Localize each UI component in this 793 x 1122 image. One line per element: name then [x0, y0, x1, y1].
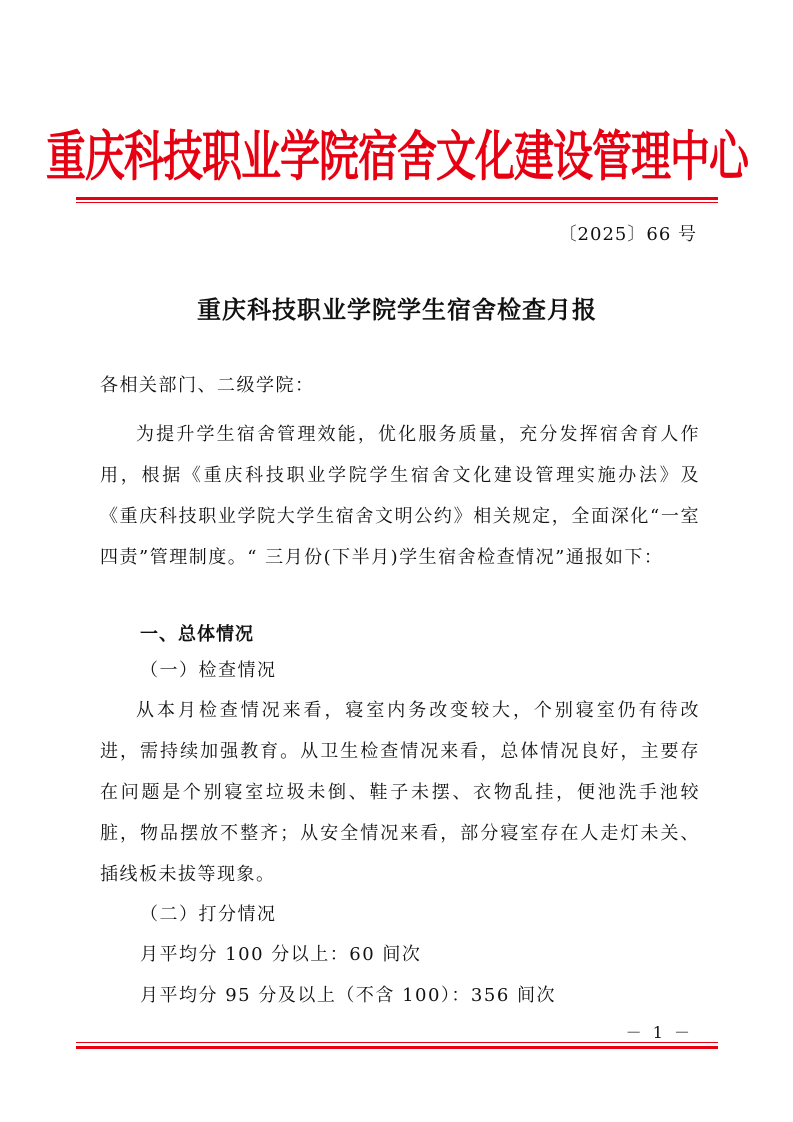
intro-paragraph-text: 为提升学生宿舍管理效能，优化服务质量，充分发挥宿舍育人作用，根据《重庆科技职业学院学生宿舍文化建设管理实施办法》及《重庆科技职业学院大学生宿舍文明公约》相关规定，全面深化“一室四责”管理制度。“ 三月份(下半月)学生宿舍检查情况”通报如下：: [100, 424, 700, 568]
header-rule-thick: [76, 197, 718, 200]
doc-number: 〔2025〕66 号: [558, 224, 697, 245]
header-rule-thin: [76, 202, 718, 203]
addressee: 各相关部门、二级学院：: [100, 375, 315, 396]
subsection-heading-scores: （二）打分情况: [140, 904, 277, 925]
footer-rule-thick: [76, 1046, 718, 1049]
inspection-paragraph: [100, 690, 700, 895]
footer-rule-thin: [76, 1042, 718, 1043]
subsection-heading-inspection: （一）检查情况: [140, 660, 277, 681]
org-name: 重庆科技职业学院宿舍文化建设管理中心: [46, 125, 748, 188]
score-line-100: 月平均分 100 分以上：60 间次: [140, 944, 422, 965]
inspection-paragraph-text: 从本月检查情况来看，寝室内务改变较大，个别寝室仍有待改进，需持续加强教育。从卫生检查情况来看，总体情况良好，主要存在问题是个别寝室垃圾未倒、鞋子未摆、衣物乱挂，便池洗手池较脏，物品摆放不整齐；从安全情况来看，部分寝室存在人走灯未关、插线板未拔等现象。: [100, 700, 700, 885]
score-line-95: 月平均分 95 分及以上（不含 100）：356 间次: [140, 985, 557, 1006]
section-heading: 一、总体情况: [140, 624, 254, 645]
masthead: [46, 112, 748, 192]
document-title: 重庆科技职业学院学生宿舍检查月报: [197, 296, 597, 324]
intro-paragraph: [100, 414, 700, 578]
page-number: － 1 －: [625, 1023, 693, 1042]
